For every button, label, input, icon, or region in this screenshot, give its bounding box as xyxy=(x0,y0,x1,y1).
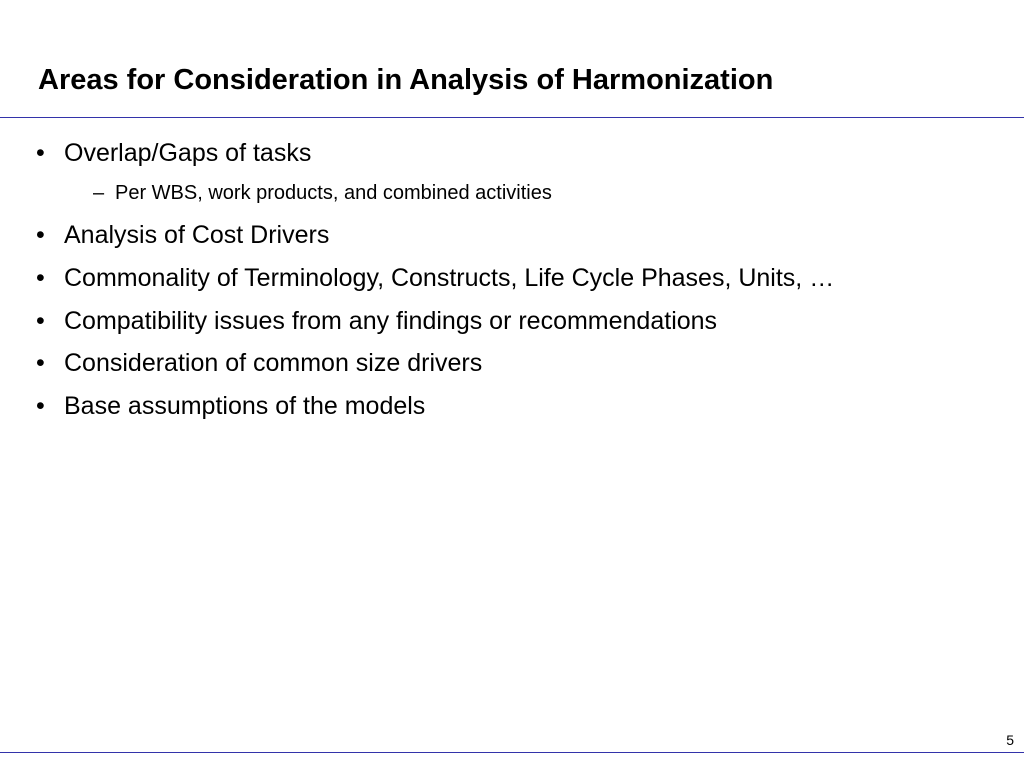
page-number: 5 xyxy=(1006,732,1014,748)
bullet-marker: • xyxy=(36,349,45,377)
bullet-marker: • xyxy=(36,139,45,167)
bullet-text: Consideration of common size drivers xyxy=(64,349,483,377)
bullet-marker: • xyxy=(36,264,45,292)
bullet-item xyxy=(36,138,311,168)
bullet-item xyxy=(36,348,482,378)
bullet-text: Compatibility issues from any findings or recommendations xyxy=(64,307,718,335)
bullet-item xyxy=(36,391,425,421)
footer-divider xyxy=(0,752,1024,753)
bullet-marker: • xyxy=(36,221,45,249)
bullet-text: Commonality of Terminology, Constructs, Life Cycle Phases, Units, … xyxy=(64,264,835,292)
bullet-text: Analysis of Cost Drivers xyxy=(64,221,330,249)
bullet-marker: • xyxy=(36,392,45,420)
bullet-text: Base assumptions of the models xyxy=(64,392,426,420)
bullet-item xyxy=(36,306,717,336)
sub-bullet-text: Per WBS, work products, and combined activities xyxy=(115,182,552,204)
sub-bullet-marker: – xyxy=(93,182,105,204)
bullet-item xyxy=(36,220,329,250)
bullet-text: Overlap/Gaps of tasks xyxy=(64,139,312,167)
slide-title: Areas for Consideration in Analysis of Harmonization xyxy=(38,64,774,96)
bullet-marker: • xyxy=(36,307,45,335)
sub-bullet-item xyxy=(93,181,552,205)
bullet-item xyxy=(36,263,834,293)
